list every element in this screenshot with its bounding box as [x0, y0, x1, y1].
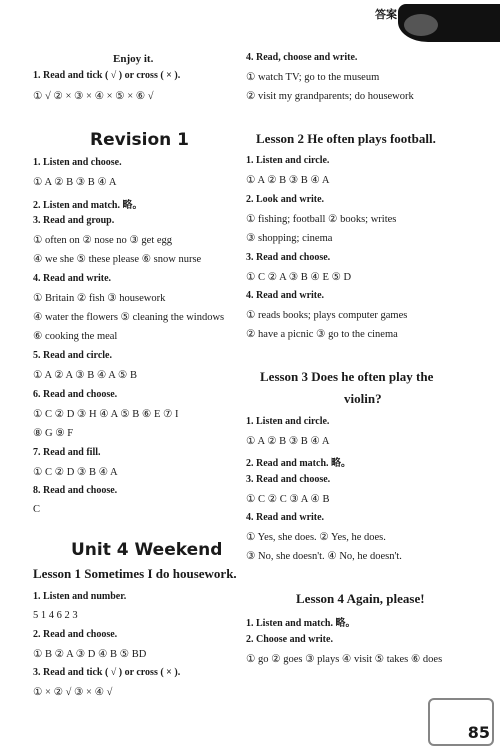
question: 4. Read and write.	[33, 273, 112, 284]
answer: ① fishing; football ② books; writes	[246, 214, 397, 225]
question: 1. Listen and circle.	[246, 416, 330, 427]
question: 1. Listen and number.	[33, 591, 127, 602]
question: 3. Read and choose.	[246, 474, 331, 485]
lesson-title-cont: violin?	[344, 391, 382, 406]
answer: ② visit my grandparents; do housework	[246, 91, 414, 102]
answer: ① Britain ② fish ③ housework	[33, 293, 166, 304]
revision-title: Revision 1	[90, 130, 190, 150]
question: 5. Read and circle.	[33, 350, 112, 361]
answer: ① go ② goes ③ plays ④ visit ⑤ takes ⑥ does	[246, 654, 443, 665]
answer: ① watch TV; go to the museum	[246, 72, 380, 83]
question: 6. Read and choose.	[33, 389, 118, 400]
enjoy-title: Enjoy it.	[113, 53, 154, 65]
answer: ⑧ G ⑨ F	[33, 428, 74, 439]
question: 2. Listen and match. 略。	[33, 200, 143, 211]
answer: ④ water the flowers ⑤ cleaning the windows	[33, 312, 225, 323]
lesson-title: Lesson 1 Sometimes I do housework.	[33, 566, 237, 581]
question: 1. Listen and match. 略。	[246, 618, 356, 629]
lesson-title: Lesson 4 Again, please!	[296, 591, 425, 606]
lesson-title: Lesson 2 He often plays football.	[256, 131, 436, 146]
question: 3. Read and choose.	[246, 252, 331, 263]
question: 3. Read and tick ( √ ) or cross ( × ).	[33, 667, 181, 678]
answer: ① C ② D ③ H ④ A ⑤ B ⑥ E ⑦ I	[33, 409, 179, 420]
question: 4. Read and write.	[246, 290, 325, 301]
question: 2. Read and choose.	[33, 629, 118, 640]
answer: ① √ ② × ③ × ④ × ⑤ × ⑥ √	[33, 91, 154, 102]
answer: ① C ② D ③ B ④ A	[33, 467, 118, 478]
question: 2. Look and write.	[246, 194, 325, 205]
answer: ① Yes, she does. ② Yes, he does.	[246, 532, 386, 543]
answer: ③ shopping; cinema	[246, 233, 333, 244]
answer: ① A ② B ③ B ④ A	[246, 175, 330, 186]
answer: ③ No, she doesn't. ④ No, he doesn't.	[246, 551, 402, 562]
question: 8. Read and choose.	[33, 485, 118, 496]
lesson-title: Lesson 3 Does he often play the	[260, 369, 434, 384]
answer: ④ we she ⑤ these please ⑥ snow nurse	[33, 254, 202, 265]
answer: ① reads books; plays computer games	[246, 310, 408, 321]
question: 3. Read and group.	[33, 215, 115, 226]
question: 7. Read and fill.	[33, 447, 101, 458]
question: 2. Choose and write.	[246, 634, 333, 645]
question: 1. Read and tick ( √ ) or cross ( × ).	[33, 70, 181, 81]
answer: ① C ② A ③ B ④ E ⑤ D	[246, 272, 352, 283]
answer: ① often on ② nose no ③ get egg	[33, 235, 173, 246]
question: 4. Read and write.	[246, 512, 325, 523]
header-decoration	[398, 4, 500, 42]
question: 1. Listen and circle.	[246, 155, 330, 166]
answer: ⑥ cooking the meal	[33, 331, 118, 342]
question: 4. Read, choose and write.	[246, 52, 358, 63]
answer: ① A ② B ③ B ④ A	[33, 177, 117, 188]
question: 2. Read and match. 略。	[246, 458, 352, 469]
answer: ① B ② A ③ D ④ B ⑤ BD	[33, 649, 147, 660]
answer-label: 答案	[375, 8, 397, 21]
answer: ① A ② A ③ B ④ A ⑤ B	[33, 370, 137, 381]
answer: 5 1 4 6 2 3	[33, 610, 78, 621]
answer: ① × ② √ ③ × ④ √	[33, 687, 113, 698]
answer: ① A ② B ③ B ④ A	[246, 436, 330, 447]
answer: ① C ② C ③ A ④ B	[246, 494, 330, 505]
unit-title: Unit 4 Weekend	[71, 540, 223, 560]
answer: ② have a picnic ③ go to the cinema	[246, 329, 398, 340]
question: 1. Listen and choose.	[33, 157, 122, 168]
answer: C	[33, 504, 41, 515]
page-number: 85	[467, 723, 490, 742]
